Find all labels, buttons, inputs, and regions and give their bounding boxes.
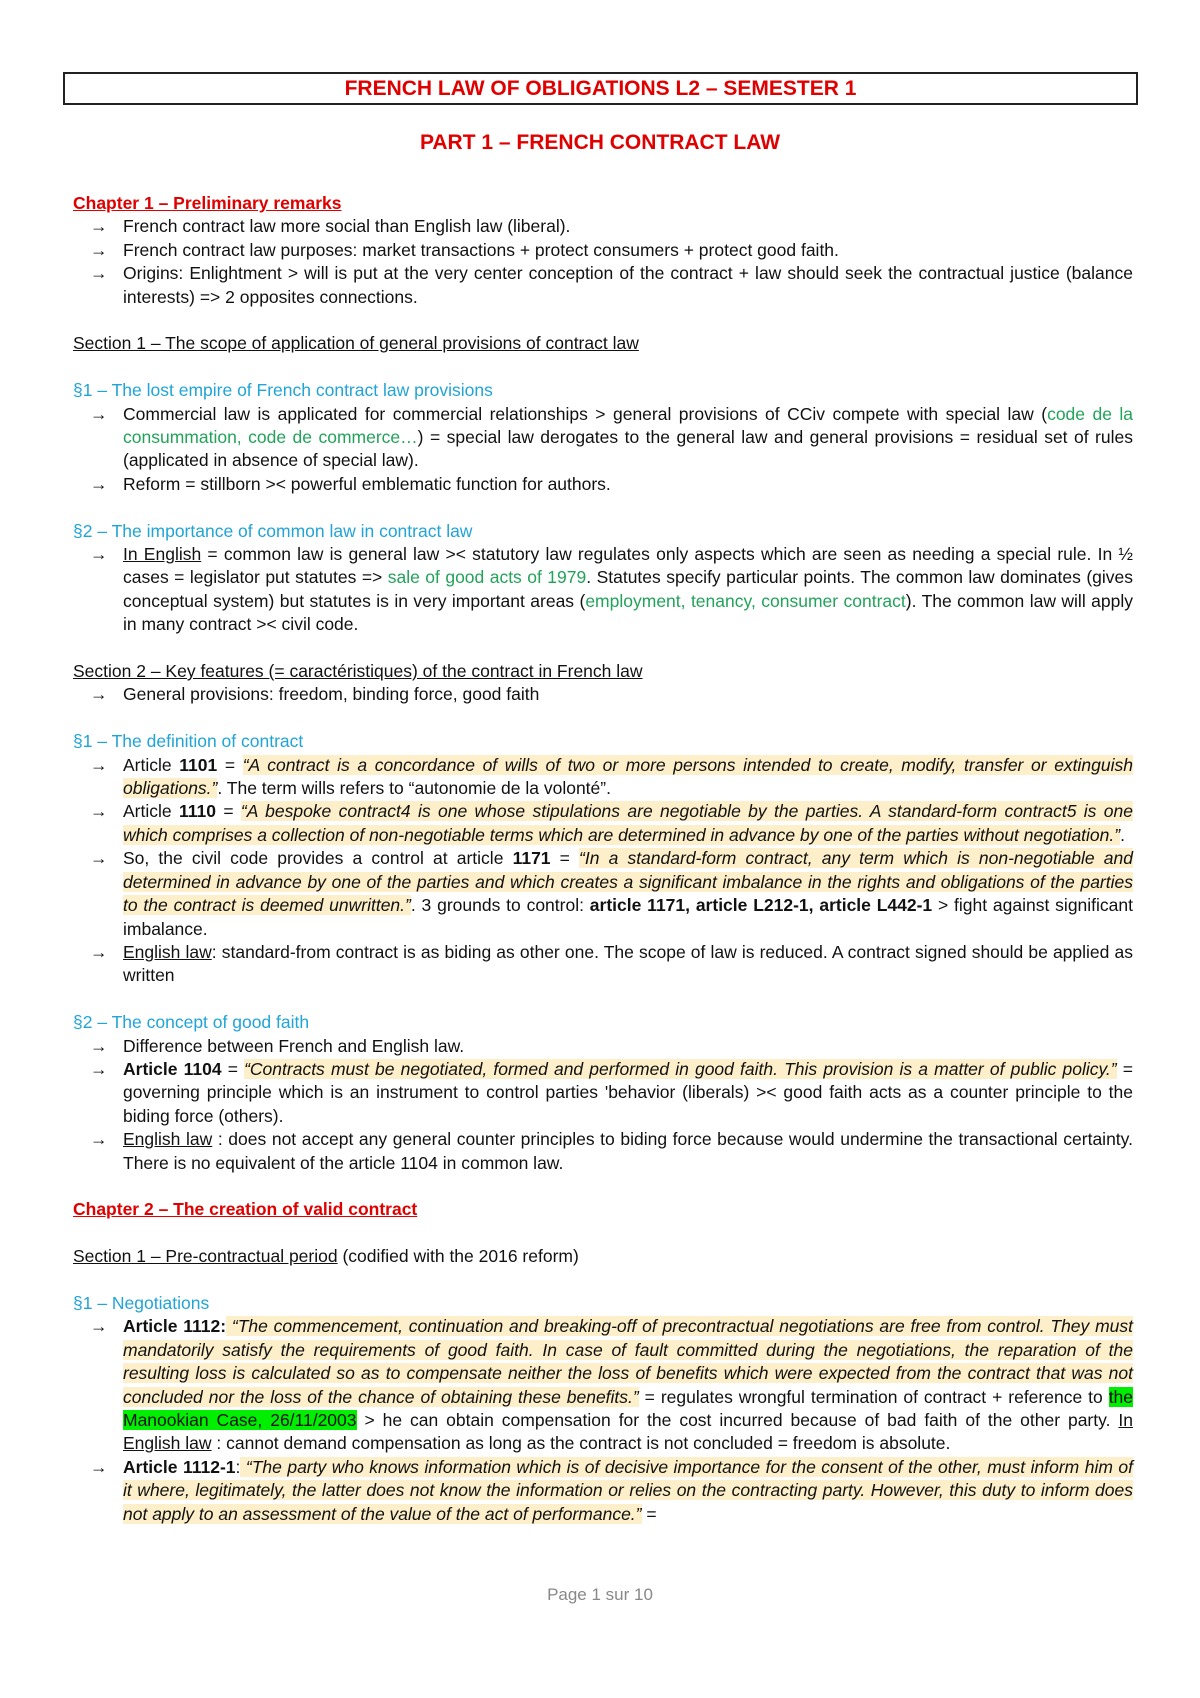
arrow-icon: →: [90, 684, 108, 705]
arrow-icon: →: [90, 1058, 108, 1079]
paragraph-heading: §2 – The importance of common law in contract law: [73, 520, 473, 541]
paragraph-heading: §2 – The concept of good faith: [73, 1012, 310, 1033]
arrow-icon: →: [90, 941, 108, 962]
list-item: → Article 1101 = “A contract is a concordance of wills of two or more persons intended to create, modify, transfer or extinguish obligations.”. The term wills refers to “autonomie de la volonté”.: [90, 754, 1134, 799]
document-body: [73, 192, 1133, 1526]
list-item: → So, the civil code provides a control at article 1171 = “In a standard-form contract, any term which is non-negotiable and determined in advance by one of the parties and which creates a significant imbalance in the rights and obligations of the parties to the contract is deemed unwritten.”. 3 grounds to control: article 1171, article L212-1, article L442-1 > fight against significant imbalance.: [90, 848, 1134, 939]
list-item: → Article 1112: “The commencement, continuation and breaking-off of precontractual negotiations are free from control. They must mandatorily satisfy the requirements of good faith. In case of fault committed during the negotiations, the reparation of the resulting loss is calculated so as to compensate neither the loss of benefits which were expected from the contract that was not concluded nor the loss of the chance of obtaining these benefits.” = regulates wrongful termination of contract + reference to the Manookian Case, 26/11/2003 > he can obtain compensation for the cost incurred because of bad faith of the other party. In English law : cannot demand compensation as long as the contract is not concluded = freedom is absolute.: [90, 1316, 1134, 1454]
arrow-icon: →: [90, 216, 108, 237]
part-title: PART 1 – FRENCH CONTRACT LAW: [419, 131, 781, 154]
example-reference: employment, tenancy, consumer contract: [585, 590, 906, 611]
arrow-icon: →: [90, 1035, 108, 1056]
list-item: → General provisions: freedom, binding force, good faith: [73, 683, 1133, 706]
article-quote: “The party who knows information which is of decisive importance for the consent of the other, must inform him of it where, legitimately, the latter does not know the information or relies on the contracting party. However, this duty to inform does not apply to an assessment of the value of the act of performance.”: [123, 1456, 1133, 1524]
arrow-icon: →: [90, 473, 108, 494]
list-item: → French contract law purposes: market transactions + protect consumers + protect good faith.: [73, 239, 1133, 262]
section-heading: Section 1 – Pre-contractual period (codified with the 2016 reform): [73, 1246, 579, 1267]
list-item: → In English = common law is general law >< statutory law regulates only aspects which are seen as needing a special rule. In ½ cases = legislator put statutes => sale of good acts of 1979. Statutes specify particular points. The common law dominates (gives conceptual system) but statutes is in very important areas (employment, tenancy, consumer contract). The common law will apply in many contract >< civil code.: [90, 544, 1134, 635]
list-item: → Origins: Enlightment > will is put at the very center conception of the contract + law should seek the contractual justice (balance interests) => 2 opposites connections.: [90, 263, 1133, 307]
arrow-icon: →: [90, 801, 108, 822]
paragraph-heading: §1 – Negotiations: [73, 1292, 210, 1313]
page-number: Page 1 sur 10: [547, 1585, 653, 1604]
list-item: → Reform = stillborn >< powerful emblematic function for authors.: [73, 473, 1133, 496]
section-heading: Section 2 – Key features (= caractéristiques) of the contract in French law: [73, 661, 643, 682]
list-item: → English law : does not accept any general counter principles to biding force because would undermine the transactional certainty. There is no equivalent of the article 1104 in common law.: [90, 1129, 1133, 1173]
chapter-1-title: Chapter 1 – Preliminary remarks: [73, 193, 342, 213]
article-quote: “In a standard-form contract, any term which is non-negotiable and determined in advance by one of the parties and which creates a significant imbalance in the rights and obligations of the parties to the contract is deemed unwritten.”: [123, 848, 1133, 916]
arrow-icon: →: [90, 1456, 108, 1477]
chapter-1-bullets: [73, 215, 1133, 309]
arrow-icon: →: [90, 544, 108, 565]
document-title: FRENCH LAW OF OBLIGATIONS L2 – SEMESTER 1: [63, 72, 1138, 105]
list-item: → French contract law more social than English law (liberal).: [73, 215, 1133, 238]
arrow-icon: →: [90, 754, 108, 775]
article-quote: “A bespoke contract4 is one whose stipulations are negotiable by the parties. A standard-form contract5 is one which comprises a collection of non-negotiable terms which are determined in advance by one of the parties without negotiation.”: [123, 801, 1133, 845]
paragraph-heading: §1 – The lost empire of French contract law provisions: [73, 380, 493, 401]
example-reference: code de la consummation, code de commerce…: [123, 403, 1133, 448]
example-reference: sale of good acts of 1979: [387, 567, 587, 588]
section-heading: Section 1 – The scope of application of general provisions of contract law: [73, 333, 639, 354]
chapter-2-title: Chapter 2 – The creation of valid contract: [73, 1199, 418, 1220]
arrow-icon: →: [90, 403, 108, 424]
list-item: → English law: standard-from contract is as biding as other one. The scope of law is reduced. A contract signed should be applied as written: [90, 941, 1133, 986]
arrow-icon: →: [90, 263, 108, 284]
arrow-icon: →: [90, 1129, 108, 1150]
list-item: → Commercial law is applicated for commercial relationships > general provisions of CCiv compete with special law (code de la consummation, code de commerce…) = special law derogates to the general law and general provisions = residual set of rules (applicated in absence of special law).: [90, 403, 1133, 471]
list-item: → Article 1104 = “Contracts must be negotiated, formed and performed in good faith. This provision is a matter of public policy.” = governing principle which is an instrument to control parties 'behavior (liberals) >< good faith acts as a counter principle to the biding force (others).: [90, 1058, 1133, 1126]
arrow-icon: →: [90, 1316, 108, 1337]
list-item: → Difference between French and English law.: [73, 1035, 1133, 1058]
arrow-icon: →: [90, 848, 108, 869]
case-reference: the Manookian Case, 26/11/2003: [123, 1386, 1134, 1430]
paragraph-heading: §1 – The definition of contract: [73, 731, 304, 752]
article-quote: “The commencement, continuation and breaking-off of precontractual negotiations are free from control. They must mandatorily satisfy the requirements of good faith. In case of fault committed during the negotiations, the reparation of the resulting loss is calculated so as to compensate neither the loss of benefits which were expected from the contract that was not concluded nor the loss of the chance of obtaining these benefits.”: [123, 1316, 1133, 1407]
article-quote: “Contracts must be negotiated, formed and performed in good faith. This provision is a matter of public policy.”: [244, 1058, 1117, 1079]
arrow-icon: →: [90, 239, 108, 260]
list-item: → Article 1112-1: “The party who knows information which is of decisive importance for the consent of the other, must inform him of it where, legitimately, the latter does not know the information or relies on the contracting party. However, this duty to inform does not apply to an assessment of the value of the act of performance.” =: [90, 1456, 1133, 1524]
list-item: → Article 1110 = “A bespoke contract4 is one whose stipulations are negotiable by the parties. A standard-form contract5 is one which comprises a collection of non-negotiable terms which are determined in advance by one of the parties without negotiation.”.: [90, 801, 1133, 845]
article-quote: “A contract is a concordance of wills of two or more persons intended to create, modify, transfer or extinguish obligations.”: [123, 754, 1134, 799]
